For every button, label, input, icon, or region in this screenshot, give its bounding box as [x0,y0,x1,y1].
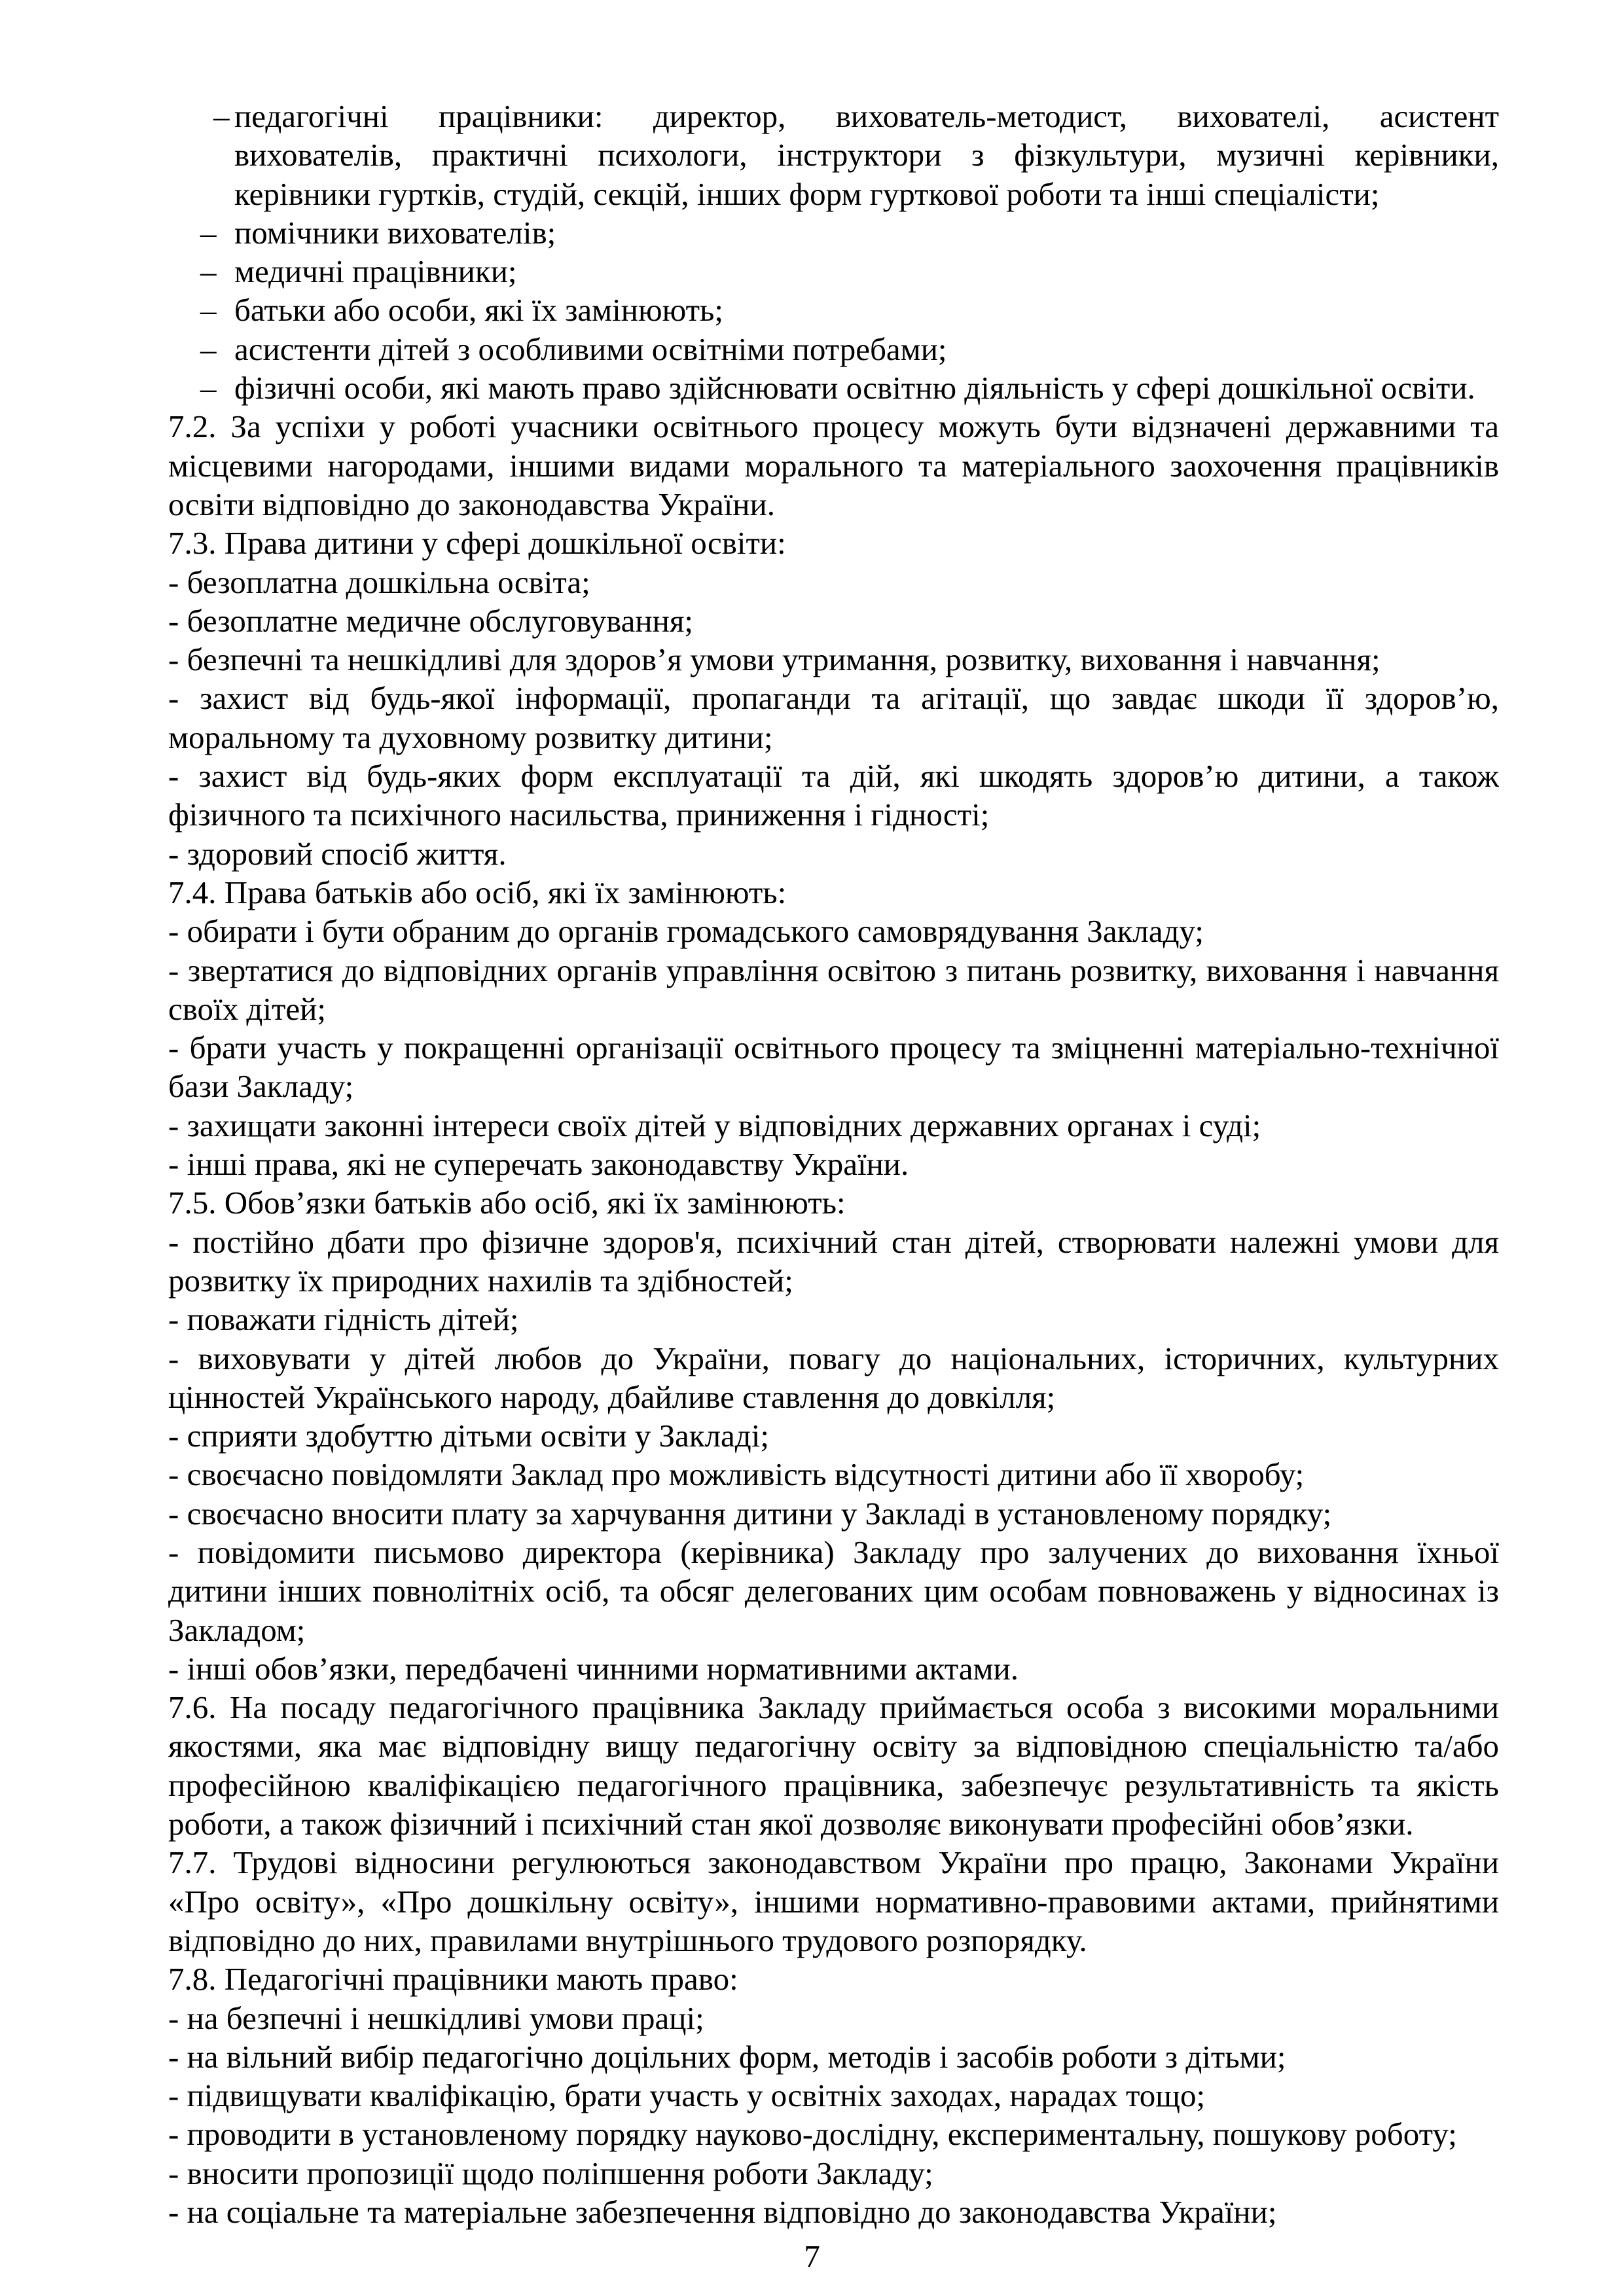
text-line: 7.4. Права батьків або осіб, які їх замінюють: [168,874,787,910]
paragraph [168,1999,1499,2037]
list-item-line: батьки або особи, які їх замінюють; [234,292,723,329]
text-line: 7.6. На посаду педагогічного працівника Закладу приймається особа з високими моральними [168,1689,1499,1726]
text-line: - поважати гідність дітей; [168,1301,519,1338]
text-line: - на безпечні і нешкідливі умови праці; [168,2000,704,2036]
paragraph [168,1533,1499,1649]
paragraph [168,1649,1499,1688]
paragraph [168,640,1499,679]
text-line: розвитку їх природних нахилів та здібностей; [168,1262,793,1299]
text-line: професійною кваліфікацією педагогічного працівника, забезпечує результативність та якість [168,1767,1499,1803]
text-line: - захист від будь-якої інформації, пропаганди та агітації, що завдає шкоди її здоров’ю, [168,680,1499,717]
paragraph [168,757,1499,834]
text-line: - інші обов’язки, передбачені чинними нормативними актами. [168,1650,1019,1687]
paragraph [168,1145,1499,1183]
text-line: - проводити в установленому порядку науково-дослідну, експериментальну, пошукову роботу; [168,2116,1457,2153]
dash-bullet: – [200,370,217,406]
text-line: - постійно дбати про фізичне здоров'я, психічний стан дітей, створювати належні умови для [168,1223,1499,1260]
paragraph [168,834,1499,873]
list-item-line: вихователів, практичні психологи, інструктори з фізкультури, музичні керівники, [234,137,1499,173]
list-item-line: педагогічні працівники: директор, вихователь-методист, вихователі, асистент [234,98,1499,134]
text-line: Закладом; [168,1611,306,1648]
list-item-line: фізичні особи, які мають право здійснювати освітню діяльність у сфері дошкільної освіти. [234,370,1475,406]
text-line: цінностей Українського народу, дбайливе ставлення до довкілля; [168,1378,1056,1415]
paragraph [168,1223,1499,1300]
list-item [168,213,1499,252]
list-item [168,97,1499,213]
paragraph [168,2076,1499,2115]
text-line: освіти відповідно до законодавства України. [168,486,776,522]
paragraph [168,1688,1499,1843]
paragraph [168,524,1499,562]
text-line: - брати участь у покращенні організації освітнього процесу та зміцненні матеріально-технічної [168,1030,1499,1066]
paragraph [168,1183,1499,1222]
page-number: 7 [804,2238,820,2274]
text-line: роботи, а також фізичний і психічний стан якої дозволяє виконувати професійні обов’язки. [168,1806,1414,1842]
paragraph [168,1843,1499,1960]
paragraph [168,1960,1499,1998]
list-item [168,252,1499,291]
text-line: - виховувати у дітей любов до України, повагу до національних, історичних, культурних [168,1340,1499,1376]
text-line: відповідно до них, правилами внутрішнього трудового розпорядку. [168,1922,1087,1958]
text-line: 7.7. Трудові відносини регулюються законодавством України про працю, Законами України [168,1844,1499,1881]
paragraph [168,1300,1499,1338]
text-line: своїх дітей; [168,990,326,1027]
paragraph [168,1106,1499,1145]
paragraph [168,2193,1499,2231]
text-line: - здоровий спосіб життя. [168,835,507,872]
list-item-line: медичні працівники; [234,253,517,290]
text-line: - безоплатна дошкільна освіта; [168,564,590,600]
text-line: якостями, яка має відповідну вищу педагогічну освіту за відповідною спеціальністю та/або [168,1728,1499,1765]
paragraph [168,1455,1499,1494]
paragraph [168,2154,1499,2193]
paragraphs [168,407,1499,2231]
paragraph [168,1339,1499,1417]
text-line: - безпечні та нешкідливі для здоров’я умови утримання, розвитку, виховання і навчання; [168,641,1380,678]
text-line: - обирати і бути обраним до органів громадського самоврядування Закладу; [168,913,1204,950]
paragraph [168,951,1499,1029]
document-body [168,97,1499,2231]
dash-bullet: – [200,331,217,367]
paragraph [168,2115,1499,2153]
paragraph [168,679,1499,757]
dash-bullet: – [213,98,230,134]
text-line: - захист від будь-яких форм експлуатації та дій, які шкодять здоров’ю дитини, а також [168,758,1499,795]
paragraph [168,1028,1499,1106]
text-line: - звертатися до відповідних органів управління освітою з питань розвитку, виховання і навчання [168,952,1499,988]
text-line: - сприяти здобуттю дітьми освіти у Закладі; [168,1418,769,1454]
staff-list [168,97,1499,407]
text-line: - інші права, які не суперечать законодавству України. [168,1146,909,1183]
text-line: - на вільний вибір педагогічно доцільних форм, методів і засобів роботи з дітьми; [168,2038,1286,2075]
text-line: - своєчасно вносити плату за харчування дитини у Закладі в установленому порядку; [168,1495,1332,1532]
text-line: - вносити пропозиції щодо поліпшення роботи Закладу; [168,2155,933,2191]
dash-bullet: – [200,214,217,251]
text-line: - підвищувати кваліфікацію, брати участь у освітніх заходах, нарадах тощо; [168,2077,1206,2114]
paragraph [168,601,1499,640]
text-line: - своєчасно повідомляти Заклад про можливість відсутності дитини або її хворобу; [168,1456,1305,1493]
paragraph [168,2037,1499,2076]
list-item-line: керівники гуртків, студій, секцій, інших форм гурткової роботи та інші спеціалісти; [234,175,1380,212]
paragraph [168,912,1499,950]
paragraph [168,1494,1499,1533]
list-item-line: помічники вихователів; [234,214,556,251]
text-line: місцевими нагородами, іншими видами морального та матеріального заохочення працівників [168,447,1499,484]
text-line: - безоплатне медичне обслуговування; [168,602,693,639]
dash-bullet: – [200,292,217,329]
text-line: - захищати законні інтереси своїх дітей у відповідних державних органах і суді; [168,1107,1261,1143]
paragraph [168,563,1499,601]
list-item-line: асистенти дітей з особливими освітніми потребами; [234,331,947,367]
text-line: 7.2. За успіхи у роботі учасники освітнього процесу можуть бути відзначені державними та [168,408,1499,445]
text-line: моральному та духовному розвитку дитини; [168,719,773,755]
text-line: бази Закладу; [168,1068,354,1105]
text-line: дитини інших повнолітніх осіб, та обсяг делегованих цим особам повноважень у відносинах із [168,1573,1499,1609]
paragraph [168,873,1499,912]
list-item [168,330,1499,368]
text-line: «Про освіту», «Про дошкільну освіту», іншими нормативно-правовими актами, прийнятими [168,1883,1499,1920]
text-line: 7.3. Права дитини у сфері дошкільної освіти: [168,525,786,562]
text-line: 7.5. Обов’язки батьків або осіб, які їх замінюють: [168,1185,846,1221]
dash-bullet: – [200,253,217,290]
text-line: фізичного та психічного насильства, приниження і гідності; [168,797,990,833]
paragraph [168,1416,1499,1455]
text-line: - на соціальне та матеріальне забезпечення відповідно до законодавства України; [168,2194,1277,2231]
text-line: - повідомити письмово директора (керівника) Закладу про залучених до виховання їхньої [168,1534,1499,1570]
list-item [168,368,1499,407]
paragraph [168,407,1499,524]
text-line: 7.8. Педагогічні працівники мають право: [168,1961,738,1998]
list-item [168,291,1499,329]
